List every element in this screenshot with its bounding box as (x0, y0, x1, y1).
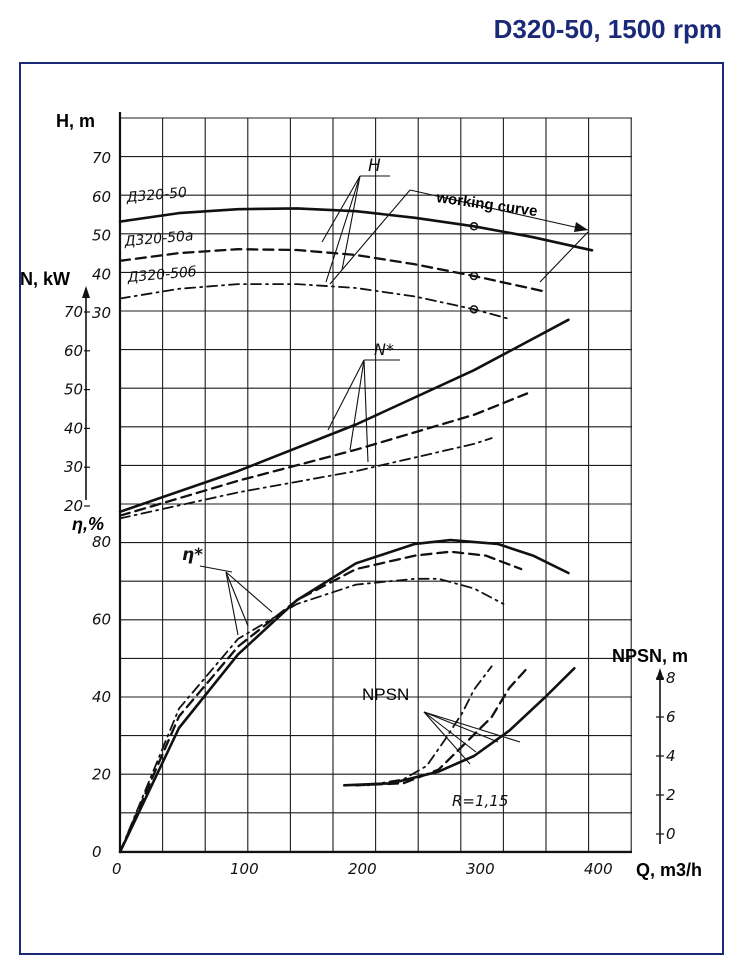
npsh-annotation: NPSN (362, 685, 410, 704)
power-tick-label: 30 (64, 458, 84, 477)
power-curve-dashed (120, 394, 527, 516)
efficiency-tick-label: 20 (92, 765, 112, 784)
working-curve-arrowhead (574, 222, 588, 232)
leader-working (330, 190, 410, 284)
series-label-d320-50a: Д320-50а (123, 228, 195, 250)
page-title: D320-50, 1500 rpm (493, 14, 722, 44)
head-axis-label: H, m (56, 111, 96, 131)
power-axis-arrow (82, 286, 90, 298)
power-curve-solid (120, 320, 568, 512)
head-curve-dashdot (120, 284, 509, 319)
head-tick-label: 30 (92, 304, 112, 323)
head-tick-label: 60 (92, 187, 112, 206)
npsh-tick-label: 4 (666, 747, 676, 765)
leader-npsh (424, 712, 476, 752)
efficiency-tick-label: 80 (92, 533, 112, 551)
power-tick-label: 60 (64, 341, 84, 360)
series-label-d320-50b: Д320-50б (126, 264, 198, 286)
efficiency-tick-label: 60 (92, 610, 112, 629)
curves (120, 208, 592, 852)
npsh-tick-label: 2 (666, 786, 676, 804)
power-tick-label: 20 (64, 497, 84, 515)
efficiency-tick-label: 40 (92, 688, 112, 706)
power-tick-label: 50 (64, 380, 84, 399)
leader-efficiency (226, 572, 248, 626)
npsh-ratio-annotation: R=1,15 (452, 792, 509, 810)
leader-npsh (424, 712, 470, 764)
working-curve-label: working curve (435, 189, 539, 221)
power-tick-label: 70 (64, 303, 84, 321)
head-tick-label: 50 (92, 226, 112, 245)
head-annotation: H (368, 156, 381, 176)
power-curve-dashdot (120, 438, 492, 518)
efficiency-axis-label: η,% (72, 514, 105, 534)
annotation-leaders (200, 176, 588, 764)
x-tick-label: 100 (230, 860, 259, 878)
series-label-d320-50: Д320-50 (125, 184, 188, 206)
power-annotation: N* (374, 340, 394, 359)
x-tick-label: 300 (466, 860, 495, 878)
power-axis-label: N, kW (20, 269, 71, 289)
npsh-tick-label: 6 (666, 708, 676, 726)
x-tick-label: 400 (584, 860, 613, 878)
x-axis-label: Q, m3/h (636, 860, 703, 880)
power-tick-label: 40 (64, 419, 84, 438)
labels (20, 111, 702, 880)
series-labels (123, 185, 198, 286)
npsh-tick-label: 0 (666, 825, 676, 843)
working-curve-arrow (410, 190, 588, 230)
npsh-tick-label: 8 (666, 669, 676, 687)
efficiency-annotation: η* (182, 545, 203, 565)
x-tick-label: 0 (112, 860, 122, 878)
head-tick-label: 40 (92, 265, 112, 284)
head-tick-label: 70 (92, 149, 112, 167)
npsh-axis-label: NPSN, m (612, 646, 689, 666)
x-tick-label: 200 (348, 860, 377, 878)
efficiency-tick-label: 0 (92, 843, 102, 861)
